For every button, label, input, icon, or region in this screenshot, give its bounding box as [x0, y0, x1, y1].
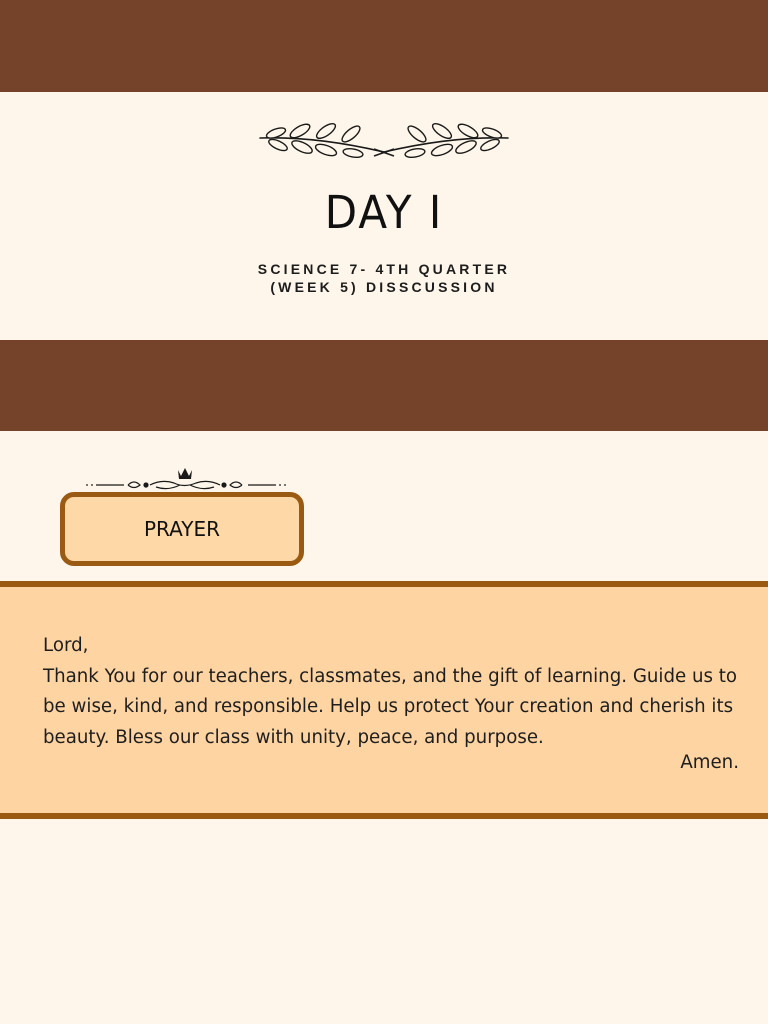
laurel-branches-icon: [256, 122, 512, 162]
top-color-band: [0, 0, 768, 92]
prayer-section-label-box: [60, 492, 304, 566]
prayer-salutation: Lord,: [43, 635, 89, 656]
prayer-text-block: [43, 631, 743, 753]
middle-color-band: [0, 340, 768, 431]
subtitle-line-2: (WEEK 5) DISSCUSSION: [270, 279, 498, 295]
prayer-panel: [0, 581, 768, 819]
page-title: DAY I: [324, 186, 444, 239]
prayer-closing: Amen.: [680, 752, 739, 773]
prayer-label: PRAYER: [143, 517, 221, 541]
crown-flourish-icon: [84, 466, 288, 492]
prayer-body: Thank You for our teachers, classmates, and the gift of learning. Guide us to be wise, kind, and responsible. Help us protect Your creation and cherish its beauty. Bless our class with unity, peace, and purpose.: [43, 665, 738, 748]
subtitle-line-1: SCIENCE 7- 4TH QUARTER: [257, 261, 511, 277]
